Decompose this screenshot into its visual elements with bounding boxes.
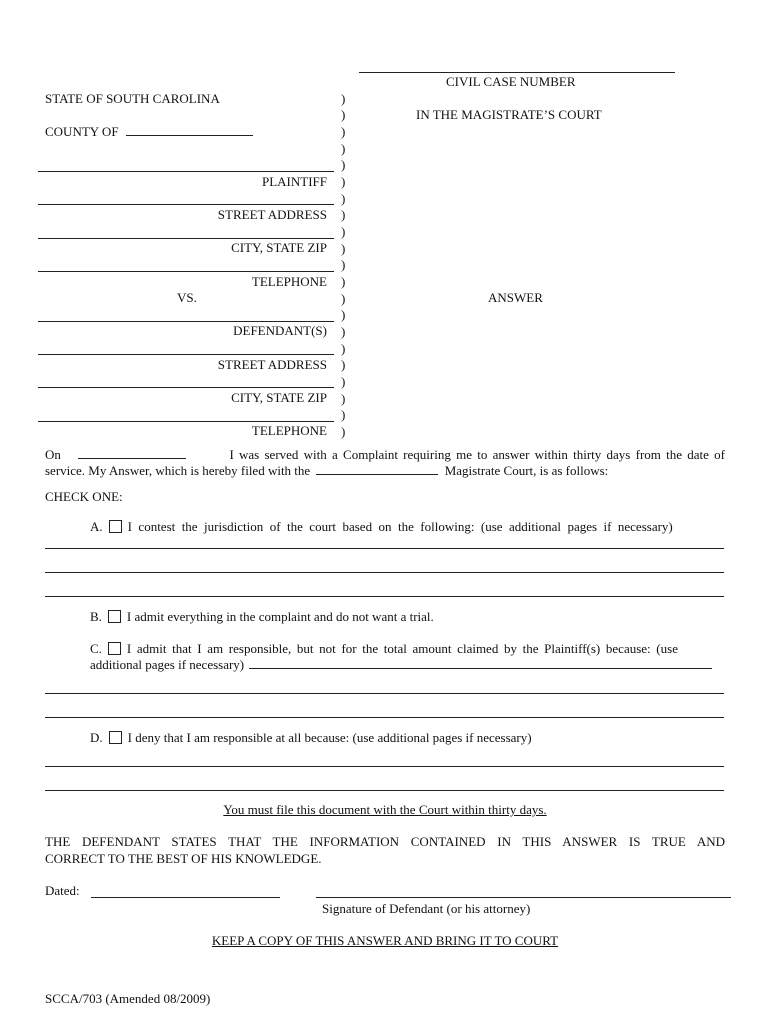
case-number-line[interactable] — [359, 72, 675, 73]
paren: ) — [341, 224, 346, 239]
option-d-line-2[interactable] — [45, 790, 724, 791]
paren: ) — [341, 191, 346, 206]
signature-label: Signature of Defendant (or his attorney) — [322, 901, 531, 916]
defendant-label: DEFENDANT(S) — [233, 323, 327, 338]
versus-label: VS. — [177, 290, 197, 305]
option-d-letter: D. — [90, 730, 103, 745]
option-c-line-b[interactable] — [45, 717, 724, 718]
option-d-checkbox[interactable] — [109, 731, 122, 744]
county-label — [45, 124, 253, 139]
date-field[interactable] — [91, 897, 280, 898]
plaintiff-street-line[interactable] — [38, 204, 334, 205]
paren: ) — [341, 91, 346, 106]
paren: ) — [341, 374, 346, 389]
defendant-city-label: CITY, STATE ZIP — [231, 390, 327, 405]
option-c-text-1: I admit that I am responsible, but not for the total amount claimed by the Plaintiff(s) because: (use — [126, 641, 678, 656]
document-title: ANSWER — [488, 290, 543, 305]
intro-on-text: On — [45, 447, 61, 462]
paren: ) — [341, 324, 346, 339]
filing-notice: You must file this document with the Court within thirty days. — [223, 802, 547, 817]
county-label-text: COUNTY OF — [45, 124, 119, 139]
option-a-checkbox[interactable] — [109, 520, 122, 533]
plaintiff-phone-label: TELEPHONE — [251, 274, 327, 289]
plaintiff-phone-line[interactable] — [38, 271, 334, 272]
paren: ) — [341, 174, 346, 189]
paren: ) — [341, 274, 346, 289]
intro-line-1-rest: I was served with a Complaint requiring me to answer within thirty days from the date of — [229, 447, 725, 462]
option-a-line-1[interactable] — [45, 548, 724, 549]
option-d-line-1[interactable] — [45, 766, 724, 767]
state-label: STATE OF SOUTH CAROLINA — [45, 91, 220, 106]
option-a — [90, 519, 725, 534]
option-c — [90, 641, 725, 656]
paren: ) — [341, 307, 346, 322]
option-c-text-2: additional pages if necessary) — [90, 657, 245, 672]
court-label: IN THE MAGISTRATE’S COURT — [416, 107, 602, 122]
paren: ) — [341, 391, 346, 406]
paren: ) — [341, 341, 346, 356]
intro-line-2-b: Magistrate Court, is as follows: — [444, 463, 609, 478]
defendant-street-line[interactable] — [38, 354, 334, 355]
form-footer: SCCA/703 (Amended 08/2009) — [45, 991, 211, 1006]
defendant-phone-line[interactable] — [38, 421, 334, 422]
option-c-reason-field[interactable] — [249, 657, 712, 669]
signature-field[interactable] — [316, 897, 731, 898]
dated-label: Dated: — [45, 883, 80, 898]
intro-on — [45, 447, 186, 462]
caption-paren-column — [341, 91, 349, 441]
option-b-checkbox[interactable] — [108, 610, 121, 623]
paren: ) — [341, 407, 346, 422]
plaintiff-city-line[interactable] — [38, 238, 334, 239]
intro-line-2 — [45, 463, 608, 478]
option-d-text: I deny that I am responsible at all because: (use additional pages if necessary) — [127, 730, 532, 745]
option-d — [90, 730, 532, 745]
paren: ) — [341, 357, 346, 372]
option-a-text: I contest the jurisdiction of the court based on the following: (use additional pages if necessary) — [127, 519, 673, 534]
paren: ) — [341, 241, 346, 256]
defendant-city-line[interactable] — [38, 387, 334, 388]
paren: ) — [341, 424, 346, 439]
paren: ) — [341, 291, 346, 306]
option-b-text: I admit everything in the complaint and do not want a trial. — [126, 609, 434, 624]
plaintiff-name-line[interactable] — [38, 171, 334, 172]
magistrate-court-field[interactable] — [316, 463, 438, 475]
paren: ) — [341, 157, 346, 172]
option-b-letter: B. — [90, 609, 102, 624]
keep-copy-notice: KEEP A COPY OF THIS ANSWER AND BRING IT TO COURT — [211, 933, 559, 948]
paren: ) — [341, 257, 346, 272]
option-b — [90, 609, 434, 624]
plaintiff-city-label: CITY, STATE ZIP — [231, 240, 327, 255]
paren: ) — [341, 207, 346, 222]
service-date-field[interactable] — [78, 447, 186, 459]
intro-line-2-a: service. My Answer, which is hereby filed with the — [45, 463, 311, 478]
statement-line-2: CORRECT TO THE BEST OF HIS KNOWLEDGE. — [45, 851, 322, 866]
defendant-phone-label: TELEPHONE — [251, 423, 327, 438]
option-c-checkbox[interactable] — [108, 642, 121, 655]
case-number-label: CIVIL CASE NUMBER — [446, 74, 576, 89]
plaintiff-street-label: STREET ADDRESS — [217, 207, 327, 222]
plaintiff-label: PLAINTIFF — [261, 174, 327, 189]
option-c-line-a[interactable] — [45, 693, 724, 694]
option-c-letter: C. — [90, 641, 102, 656]
option-a-line-3[interactable] — [45, 596, 724, 597]
defendant-street-label: STREET ADDRESS — [217, 357, 327, 372]
intro-line-1 — [45, 447, 725, 462]
option-c-line-2 — [90, 657, 712, 672]
paren: ) — [341, 107, 346, 122]
paren: ) — [341, 124, 346, 139]
check-one-label: CHECK ONE: — [45, 489, 123, 504]
county-field[interactable] — [126, 124, 253, 136]
option-a-letter: A. — [90, 519, 103, 534]
option-a-line-2[interactable] — [45, 572, 724, 573]
statement-line-1: THE DEFENDANT STATES THAT THE INFORMATION CONTAINED IN THIS ANSWER IS TRUE AND — [45, 834, 725, 849]
paren: ) — [341, 141, 346, 156]
defendant-name-line[interactable] — [38, 321, 334, 322]
